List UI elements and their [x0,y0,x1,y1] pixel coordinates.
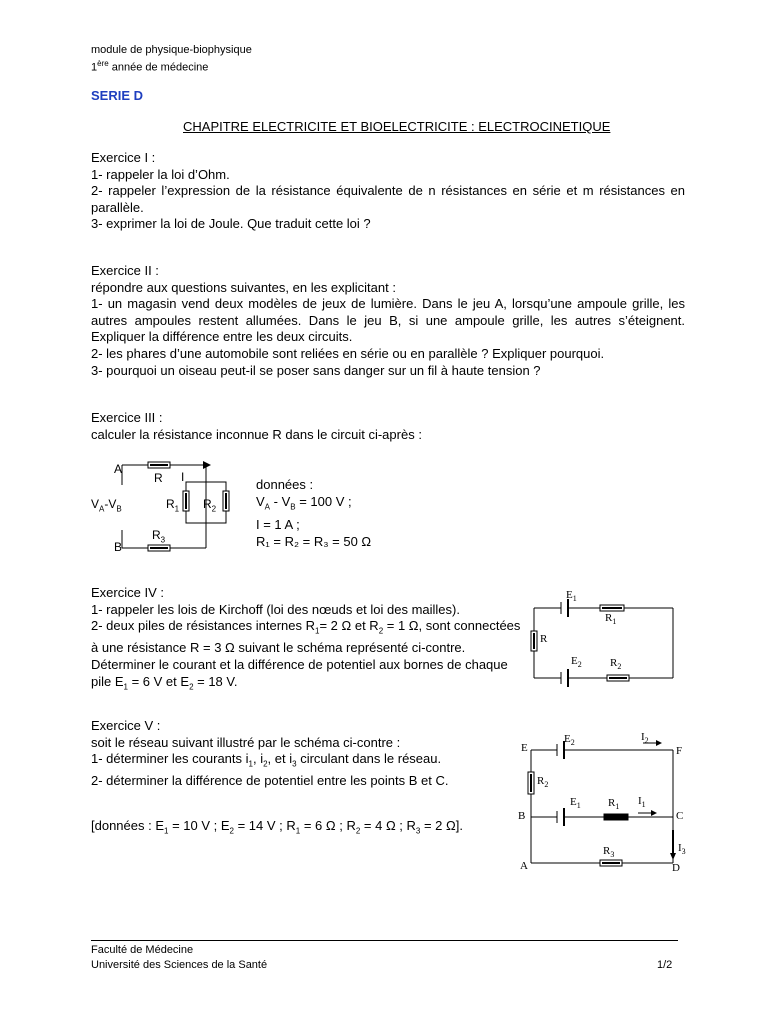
exercise-4-q2-line4 [91,674,520,696]
exercise-5-intro: soit le réseau suivant illustré par le schéma ci-contre : [91,734,401,750]
exercise-4 [91,585,520,696]
e2-label [571,655,582,669]
year-superscript: ère [97,59,109,68]
year-label [91,59,208,74]
r3-5-letter: R [603,845,611,857]
exercise-1 [91,150,685,233]
node-b-label-5: B [518,810,526,822]
node-e-label: E [521,742,528,754]
ex5-d-c: = 14 V ; R [233,818,296,833]
vb-sub: B [116,504,122,514]
data-line-1 [256,493,371,516]
r-label: R [154,471,163,485]
footer-divider [91,940,678,941]
exercise-5-q2: 2- déterminer la différence de potentiel entre les points B et C. [91,773,449,789]
exercise-5-data [91,818,463,836]
q2-sub2: 2 [378,626,384,636]
exercise-4-q2-line2: à une résistance R = 3 Ω suivant le schéma représenté ci-contre. [91,640,466,656]
data-line-2: I = 1 A ; [256,516,300,532]
ex5-d-b: = 10 V ; E [168,818,230,833]
data-va-sub: A [264,502,271,512]
ex5-d-s3: 1 [295,826,301,836]
exercise-2 [91,263,685,379]
i1-label [638,795,646,809]
q2-sub1: 1 [315,626,320,636]
r2-5-letter: R [537,775,545,787]
exercise-2-q3: 3- pourquoi un oiseau peut-il se poser sans danger sur un fil à haute tension ? [91,362,541,378]
e1-letter: E [566,589,573,601]
i3-label [678,842,686,856]
q2l4-sub2: 2 [189,682,194,692]
exercise-1-q2: 2- rappeler l’expression de la résistance équivalente de n résistances en série et m résistances en parallèle. [91,183,685,215]
data-line-3: R₁ = R₂ = R₃ = 50 Ω [256,533,372,549]
vb-mid: -V [104,497,117,511]
r2-label [203,497,216,513]
module-label: module de physique-biophysique [91,44,252,56]
r2-5-sub: 2 [544,780,549,790]
data-vb: - V [270,494,291,509]
q2l4-c: = 18 V. [193,673,238,689]
arrow-i-icon [203,461,211,469]
e2-label-5 [564,733,575,747]
e2-5-letter: E [564,733,571,745]
exercise-3 [91,410,422,443]
i1-letter: I [638,795,642,807]
r2-sub: 2 [211,504,217,514]
exercise-5-q1 [91,751,448,773]
ex5-d-s2: 2 [229,826,234,836]
exercise-3-intro: calculer la résistance inconnue R dans le circuit ci-après : [91,426,422,442]
r3-letter: R [152,528,161,542]
r3-5-sub: 3 [610,850,615,860]
i2-letter: I [641,731,645,743]
q2l4-a: pile E [91,673,124,689]
r2-label-5 [537,775,548,789]
arrow-i3-icon [670,853,676,860]
e2-sub: 2 [577,660,582,670]
ex5-d-f: = 2 Ω]. [420,818,463,833]
exercise-2-q2: 2- les phares d’une automobile sont reliées en série ou en parallèle ? Expliquer pourquoi. [91,345,605,361]
node-a-label-5: A [520,860,528,872]
va-sub: A [99,504,105,514]
ex5-q1-s3: 3 [292,759,297,769]
ex5-q1-b: , i [252,751,264,767]
q2l4-sub1: 1 [123,682,128,692]
r1-label-4 [605,612,616,626]
va-vb-label [91,497,122,513]
r2-letter: R [203,497,212,511]
ex5-d-d: = 6 Ω ; R [300,818,356,833]
exercise-5 [91,718,448,790]
r2-label-4 [610,657,621,671]
r3-sub: 3 [160,535,166,545]
exercise-3-heading: Exercice III : [91,410,163,425]
exercise-4-heading: Exercice IV : [91,585,164,600]
r-label-4: R [540,633,548,645]
i2-label [641,731,649,745]
ex5-q1-d: circulant dans le réseau. [296,751,442,767]
q2l4-b: = 6 V et E [127,673,190,689]
data-vb-sub: B [290,502,296,512]
q2-a: 2- deux piles de résistances internes R [91,618,316,634]
ex5-d-s4: 2 [355,826,361,836]
e1-label-5 [570,796,581,810]
q2-c: = 1 Ω, sont connectées [383,618,521,634]
serie-title: SERIE D [91,88,144,103]
r1-4-letter: R [605,612,613,624]
year-number: 1 [91,61,98,74]
e1-5-letter: E [570,796,577,808]
resistor-r1 [604,814,628,820]
r1-5-letter: R [608,797,616,809]
i-label: I [181,470,185,484]
ex5-d-s1: 1 [164,826,169,836]
q2-b: = 2 Ω et R [319,618,379,634]
data-va: V [256,494,265,509]
arrow-i1-icon [651,810,657,816]
node-f-label: F [676,745,683,757]
node-d-label: D [672,862,680,874]
exercise-5-heading: Exercice V : [91,718,161,733]
exercise-2-heading: Exercice II : [91,263,159,278]
r1-sub: 1 [174,504,180,514]
r3-label-5 [603,845,614,859]
data-v-value: = 100 V ; [295,494,352,509]
r2-4-letter: R [610,657,618,669]
i3-letter: I [678,842,682,854]
e1-5-sub: 1 [576,801,581,811]
r1-label [166,497,179,513]
r1-letter: R [166,497,175,511]
page-number: 1/2 [657,959,673,971]
ex5-q1-s1: 1 [248,759,253,769]
arrow-i2-icon [656,740,662,746]
i1-sub: 1 [641,800,646,810]
r1-5-sub: 1 [615,802,620,812]
circuit-5-diagram [520,735,683,875]
node-a-label: A [114,462,123,476]
footer-faculty: Faculté de Médecine [91,944,194,956]
data-title: données : [256,477,314,492]
exercise-2-intro: répondre aux questions suivantes, en les explicitant : [91,279,396,295]
exercise-1-q1: 1- rappeler la loi d’Ohm. [91,166,230,182]
r1-label-5 [608,797,619,811]
r3-label [152,528,165,544]
year-rest: année de médecine [108,61,209,74]
e2-5-sub: 2 [570,738,575,748]
exercise-2-q1: 1- un magasin vend deux modèles de jeux de lumière. Dans le jeu A, lorsqu’une ampoule grille, les autres ampoules restent allumées. Dans le jeu B, si une ampoule grille, les autres s’éteignent. Expliquer la différence entre les deux circuits. [91,296,685,345]
ex5-q1-s2: 2 [263,759,268,769]
i2-sub: 2 [644,736,649,746]
r2-4-sub: 2 [617,662,622,672]
exercise-1-heading: Exercice I : [91,150,156,165]
ex5-q1-a: 1- déterminer les courants i [91,751,249,767]
exercise-3-data [256,476,372,549]
ex5-d-a: [données : E [91,818,164,833]
e1-label [566,589,577,603]
exercise-4-q1: 1- rappeler les lois de Kirchoff (loi des nœuds et loi des mailles). [91,601,460,617]
va-letter: V [91,497,100,511]
node-b-label: B [114,540,123,554]
exercise-4-q2-line3: Déterminer le courant et la différence de potentiel aux bornes de chaque [91,656,508,672]
i3-sub: 3 [681,847,686,857]
ex5-d-s5: 3 [415,826,421,836]
r1-4-sub: 1 [612,617,617,627]
node-c-label: C [676,810,684,822]
e2-letter: E [571,655,578,667]
exercise-4-q2 [91,618,520,640]
chapter-title: CHAPITRE ELECTRICITE ET BIOELECTRICITE : ELECTROCINETIQUE [183,119,611,134]
ex5-d-e: = 4 Ω ; R [360,818,416,833]
ex5-q1-c: , et i [267,751,293,767]
e1-sub: 1 [572,594,577,604]
exercise-1-q3: 3- exprimer la loi de Joule. Que traduit cette loi ? [91,216,371,232]
footer-university: Université des Sciences de la Santé [91,959,268,971]
